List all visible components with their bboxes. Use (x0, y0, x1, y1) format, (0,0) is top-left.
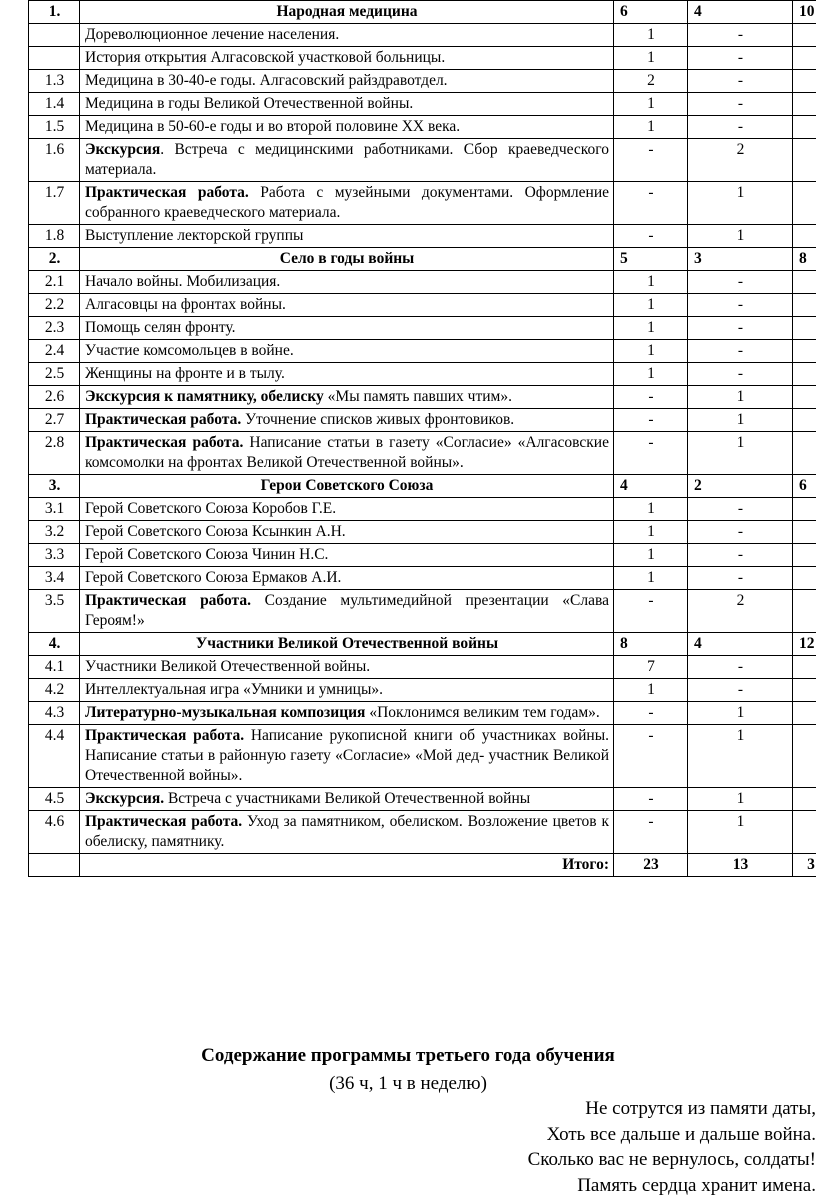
hours-practice: - (688, 70, 793, 93)
hours-theory: 1 (614, 294, 688, 317)
hours-total (793, 498, 816, 521)
hours-total (793, 340, 816, 363)
hours-theory: 5 (614, 248, 688, 271)
topic-text: Герой Советского Союза Ермаков А.И. (85, 569, 342, 586)
table-row (29, 225, 816, 248)
hours-theory: - (614, 409, 688, 432)
table-row (29, 544, 816, 567)
hours-total: 3 (793, 854, 816, 877)
row-topic (80, 47, 614, 70)
hours-total: 8 (793, 248, 816, 271)
table-section-row (29, 1, 816, 24)
hours-total: 6 (793, 475, 816, 498)
hours-total (793, 544, 816, 567)
hours-theory: - (614, 182, 688, 225)
row-topic (80, 409, 614, 432)
row-number: 2.1 (29, 271, 80, 294)
table-row (29, 93, 816, 116)
topic-heading: Практическая работа. (85, 411, 242, 428)
topic-text: Встреча с участниками Великой Отечественной войны (164, 790, 531, 807)
hours-practice: - (688, 340, 793, 363)
poem-line: Не сотрутся из памяти даты, (585, 1098, 816, 1119)
row-number: 1.4 (29, 93, 80, 116)
row-topic (80, 116, 614, 139)
hours-practice: 13 (688, 854, 793, 877)
row-number: 1.6 (29, 139, 80, 182)
topic-text: «Мы память павших чтим». (323, 388, 512, 405)
hours-practice: 4 (688, 1, 793, 24)
hours-theory: 1 (614, 679, 688, 702)
hours-total (793, 409, 816, 432)
row-number: 4.4 (29, 725, 80, 788)
row-number: 3.5 (29, 590, 80, 633)
topic-heading: Практическая работа. (85, 592, 251, 609)
hours-practice: 1 (688, 182, 793, 225)
hours-total (793, 317, 816, 340)
table-row (29, 811, 816, 854)
hours-total (793, 47, 816, 70)
table-row (29, 521, 816, 544)
row-topic (80, 788, 614, 811)
hours-total (793, 294, 816, 317)
hours-total (793, 363, 816, 386)
row-number: 3. (29, 475, 80, 498)
row-topic (80, 521, 614, 544)
row-topic (80, 317, 614, 340)
hours-theory: 1 (614, 93, 688, 116)
topic-text: Участие комсомольцев в войне. (85, 342, 294, 359)
poem-line: Сколько вас не вернулось, солдаты! (527, 1149, 816, 1170)
row-topic (80, 679, 614, 702)
hours-practice: 1 (688, 225, 793, 248)
row-number (29, 24, 80, 47)
topic-text: Написание рукописной книги об участниках войны. Написание статьи в районную газету «Согласие» «Мой дед- участник Великой Отечественной войны». (85, 727, 609, 784)
row-number: 1.3 (29, 70, 80, 93)
hours-total (793, 386, 816, 409)
topic-text: Работа с музейными документами. Оформление собранного краеведческого материала. (85, 184, 609, 221)
topic-text: Помощь селян фронту. (85, 319, 236, 336)
row-topic (80, 93, 614, 116)
topic-text: Женщины на фронте и в тылу. (85, 365, 285, 382)
hours-theory: 1 (614, 47, 688, 70)
hours-theory: 1 (614, 340, 688, 363)
row-number: 4.3 (29, 702, 80, 725)
row-number: 3.2 (29, 521, 80, 544)
hours-practice: 1 (688, 409, 793, 432)
hours-total (793, 70, 816, 93)
topic-text: «Поклонимся великим тем годам». (365, 704, 600, 721)
topic-text: Уход за памятником, обелиском. Возложение цветов к обелиску, памятнику. (85, 813, 609, 850)
hours-practice: 1 (688, 788, 793, 811)
topic-text: Написание статьи в газету «Согласие» «Алгасовские комсомолки на фронтах Великой Отечественной войны». (85, 434, 609, 471)
topic-text: Алгасовцы на фронтах войны. (85, 296, 286, 313)
hours-practice: - (688, 294, 793, 317)
row-topic (80, 182, 614, 225)
topic-text: Герой Советского Союза Коробов Г.Е. (85, 500, 337, 517)
table-row (29, 340, 816, 363)
row-topic (80, 811, 614, 854)
topic-text: История открытия Алгасовской участковой больницы. (85, 49, 446, 66)
table-row (29, 24, 816, 47)
row-topic (80, 24, 614, 47)
row-number: 3.3 (29, 544, 80, 567)
hours-practice: - (688, 271, 793, 294)
epigraph-poem (528, 1096, 816, 1198)
topic-text: Выступление лекторской группы (85, 227, 304, 244)
hours-practice: - (688, 567, 793, 590)
table-row (29, 590, 816, 633)
row-number: 2. (29, 248, 80, 271)
table-row (29, 702, 816, 725)
hours-practice: 2 (688, 139, 793, 182)
row-topic: Участники Великой Отечественной войны (80, 633, 614, 656)
row-topic (80, 725, 614, 788)
hours-total (793, 590, 816, 633)
hours-theory: 8 (614, 633, 688, 656)
hours-theory: 7 (614, 656, 688, 679)
topic-heading: Практическая работа. (85, 184, 249, 201)
hours-practice: - (688, 521, 793, 544)
hours-total (793, 116, 816, 139)
row-topic: Итого: (80, 854, 614, 877)
topic-heading: Экскурсия к памятнику, обелиску (85, 388, 324, 405)
table-row (29, 294, 816, 317)
topic-heading: Экскурсия (85, 141, 161, 158)
section-title: Содержание программы третьего года обучения (201, 1045, 615, 1066)
topic-heading: Экскурсия. (85, 790, 165, 807)
table-row (29, 409, 816, 432)
topic-text: Герой Советского Союза Ксынкин А.Н. (85, 523, 346, 540)
hours-theory: - (614, 386, 688, 409)
row-number: 2.8 (29, 432, 80, 475)
hours-theory: 1 (614, 116, 688, 139)
table-row (29, 788, 816, 811)
hours-practice: - (688, 656, 793, 679)
curriculum-table (28, 0, 816, 877)
table-section-row (29, 475, 816, 498)
hours-theory: 4 (614, 475, 688, 498)
hours-practice: 1 (688, 811, 793, 854)
hours-practice: 1 (688, 725, 793, 788)
table-row (29, 498, 816, 521)
hours-theory: 1 (614, 567, 688, 590)
hours-practice: 1 (688, 386, 793, 409)
hours-theory: - (614, 590, 688, 633)
hours-theory: 6 (614, 1, 688, 24)
row-number: 1.8 (29, 225, 80, 248)
row-topic (80, 225, 614, 248)
hours-total (793, 271, 816, 294)
row-topic (80, 386, 614, 409)
hours-practice: - (688, 317, 793, 340)
row-number: 4. (29, 633, 80, 656)
hours-theory: 1 (614, 271, 688, 294)
hours-total (793, 567, 816, 590)
hours-practice: 2 (688, 475, 793, 498)
hours-theory: 23 (614, 854, 688, 877)
topic-text: Герой Советского Союза Чинин Н.С. (85, 546, 329, 563)
topic-heading: Практическая работа. (85, 813, 243, 830)
hours-practice: - (688, 544, 793, 567)
row-topic (80, 567, 614, 590)
hours-total (793, 93, 816, 116)
hours-theory: - (614, 702, 688, 725)
row-number: 2.6 (29, 386, 80, 409)
table-row (29, 116, 816, 139)
hours-practice: - (688, 47, 793, 70)
topic-text: Участники Великой Отечественной войны. (85, 658, 371, 675)
row-topic (80, 363, 614, 386)
topic-text: Уточнение списков живых фронтовиков. (241, 411, 515, 428)
row-topic (80, 544, 614, 567)
hours-total (793, 725, 816, 788)
hours-practice: - (688, 93, 793, 116)
row-number: 4.2 (29, 679, 80, 702)
hours-total (793, 432, 816, 475)
table-row (29, 182, 816, 225)
row-topic (80, 498, 614, 521)
table-row (29, 47, 816, 70)
table-total-row (29, 854, 816, 877)
table-row (29, 567, 816, 590)
row-number: 1. (29, 1, 80, 24)
table-row (29, 139, 816, 182)
topic-text: Медицина в 50-60-е годы и во второй половине XX века. (85, 118, 461, 135)
row-number: 2.7 (29, 409, 80, 432)
row-number: 3.1 (29, 498, 80, 521)
hours-theory: - (614, 225, 688, 248)
row-topic: Село в годы войны (80, 248, 614, 271)
table-row (29, 271, 816, 294)
hours-theory: - (614, 811, 688, 854)
row-topic (80, 139, 614, 182)
table-row (29, 317, 816, 340)
table-row (29, 70, 816, 93)
row-number: 3.4 (29, 567, 80, 590)
hours-practice: 1 (688, 702, 793, 725)
hours-total (793, 182, 816, 225)
row-number: 2.2 (29, 294, 80, 317)
poem-line: Память сердца хранит имена. (577, 1174, 816, 1196)
row-topic: Народная медицина (80, 1, 614, 24)
hours-total (793, 656, 816, 679)
hours-total (793, 521, 816, 544)
table-section-row (29, 633, 816, 656)
hours-practice: - (688, 498, 793, 521)
row-topic (80, 656, 614, 679)
topic-text: Медицина в 30-40-е годы. Алгасовский райздравотдел. (85, 72, 448, 89)
hours-theory: 1 (614, 363, 688, 386)
row-topic (80, 294, 614, 317)
hours-practice: 2 (688, 590, 793, 633)
hours-total: 10 (793, 1, 816, 24)
hours-total (793, 139, 816, 182)
hours-practice: - (688, 363, 793, 386)
hours-total (793, 702, 816, 725)
table-row (29, 679, 816, 702)
topic-text: Интеллектуальная игра «Умники и умницы». (85, 681, 383, 698)
hours-theory: - (614, 139, 688, 182)
row-topic (80, 340, 614, 363)
hours-total: 12 (793, 633, 816, 656)
hours-practice: - (688, 679, 793, 702)
row-number: 4.1 (29, 656, 80, 679)
table-row (29, 432, 816, 475)
hours-practice: 3 (688, 248, 793, 271)
table-row (29, 656, 816, 679)
row-number: 4.5 (29, 788, 80, 811)
row-topic (80, 702, 614, 725)
hours-total (793, 788, 816, 811)
hours-total (793, 24, 816, 47)
section-subtitle: (36 ч, 1 ч в неделю) (329, 1073, 487, 1094)
hours-total (793, 225, 816, 248)
row-number: 1.5 (29, 116, 80, 139)
table-row (29, 725, 816, 788)
row-number: 2.3 (29, 317, 80, 340)
hours-theory: 1 (614, 317, 688, 340)
row-number: 2.5 (29, 363, 80, 386)
row-number (29, 47, 80, 70)
row-number: 4.6 (29, 811, 80, 854)
row-topic (80, 271, 614, 294)
topic-text: Создание мультимедийной презентации «Слава Героям!» (85, 592, 609, 629)
row-topic (80, 70, 614, 93)
hours-practice: 1 (688, 432, 793, 475)
table-section-row (29, 248, 816, 271)
hours-total (793, 679, 816, 702)
topic-text: Начало войны. Мобилизация. (85, 273, 281, 290)
topic-text: Медицина в годы Великой Отечественной войны. (85, 95, 414, 112)
hours-practice: - (688, 24, 793, 47)
table-row (29, 386, 816, 409)
topic-heading: Практическая работа. (85, 434, 244, 451)
row-topic: Герои Советского Союза (80, 475, 614, 498)
hours-theory: 1 (614, 521, 688, 544)
hours-theory: 2 (614, 70, 688, 93)
row-number: 1.7 (29, 182, 80, 225)
topic-text: . Встреча с медицинскими работниками. Сбор краеведческого материала. (85, 141, 609, 178)
row-number: 2.4 (29, 340, 80, 363)
topic-heading: Практическая работа. (85, 727, 245, 744)
poem-line: Хоть все дальше и дальше война. (546, 1123, 816, 1145)
hours-theory: 1 (614, 544, 688, 567)
table-row (29, 363, 816, 386)
topic-text: Дореволюционное лечение населения. (85, 26, 340, 43)
hours-practice: - (688, 116, 793, 139)
hours-theory: - (614, 788, 688, 811)
hours-theory: 1 (614, 24, 688, 47)
row-topic (80, 432, 614, 475)
hours-theory: - (614, 432, 688, 475)
hours-theory: 1 (614, 498, 688, 521)
hours-practice: 4 (688, 633, 793, 656)
hours-theory: - (614, 725, 688, 788)
row-topic (80, 590, 614, 633)
row-number (29, 854, 80, 877)
hours-total (793, 811, 816, 854)
topic-heading: Литературно-музыкальная композиция (85, 704, 366, 721)
